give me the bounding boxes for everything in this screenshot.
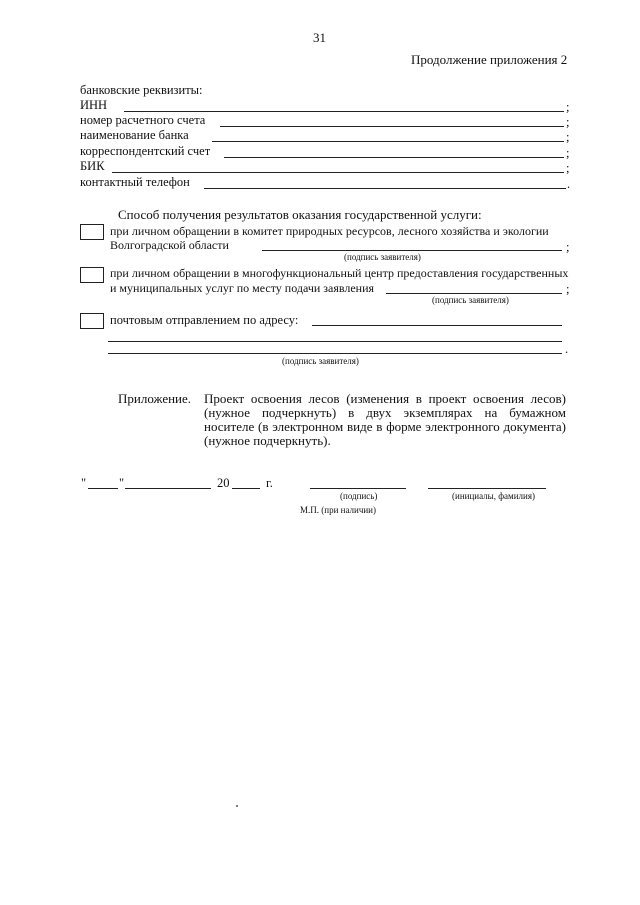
option3-signature-caption: (подпись заявителя)	[282, 356, 359, 366]
option2-semicolon: ;	[566, 282, 570, 296]
option2-signature-field[interactable]	[386, 293, 562, 294]
phone-label: контактный телефон	[80, 175, 190, 189]
date-year-suffix: г.	[266, 476, 273, 490]
method-heading: Способ получения результатов оказания государственной услуги:	[118, 207, 482, 222]
bank-name-semicolon: ;	[566, 130, 570, 144]
option2-line1: при личном обращении в многофункциональный центр предоставления государственных	[110, 266, 569, 280]
address-field-2[interactable]	[108, 341, 562, 342]
account-label: номер расчетного счета	[80, 113, 206, 127]
appendix-label: Приложение.	[118, 391, 192, 406]
option1-line1: при личном обращении в комитет природных ресурсов, лесного хозяйства и экологии	[110, 224, 549, 238]
date-quote-open: "	[81, 476, 87, 490]
option1-line2: Волгоградской области	[110, 238, 229, 252]
date-quote-close: "	[119, 476, 125, 490]
continuation-label: Продолжение приложения 2	[411, 52, 568, 67]
option1-checkbox[interactable]	[80, 224, 104, 240]
option2-signature-caption: (подпись заявителя)	[432, 295, 509, 305]
date-day-field[interactable]	[88, 488, 118, 489]
option1-signature-field[interactable]	[262, 250, 562, 251]
phone-period: .	[567, 177, 571, 191]
appendix-text: Проект освоения лесов (изменения в проект освоения лесов) (нужное подчеркнуть) в двух экземплярах на бумажном носителе (в электронном виде в форме электронного документа) (нужное подчеркнуть).	[204, 391, 566, 448]
phone-field[interactable]	[204, 188, 566, 189]
bank-name-field[interactable]	[212, 141, 564, 142]
footer-name-field[interactable]	[428, 488, 546, 489]
option2-checkbox[interactable]	[80, 267, 104, 283]
bank-name-label: наименование банка	[80, 128, 189, 142]
address-field-1[interactable]	[312, 325, 562, 326]
address-period: .	[565, 342, 569, 356]
page-number: 31	[313, 30, 326, 45]
option1-semicolon: ;	[566, 240, 570, 254]
inn-semicolon: ;	[566, 100, 570, 114]
option3-label: почтовым отправлением по адресу:	[110, 313, 299, 327]
footer-signature-field[interactable]	[310, 488, 406, 489]
option2-line2: и муниципальных услуг по месту подачи заявления	[110, 281, 375, 295]
date-year-field[interactable]	[232, 488, 260, 489]
inn-field[interactable]	[124, 111, 564, 112]
date-month-field[interactable]	[125, 488, 211, 489]
inn-label: ИНН	[80, 98, 108, 112]
scan-speck	[236, 805, 238, 807]
address-field-3[interactable]	[108, 353, 562, 354]
account-semicolon: ;	[566, 115, 570, 129]
date-year-prefix: 20	[217, 476, 230, 490]
footer-signature-caption: (подпись)	[340, 491, 378, 501]
bik-semicolon: ;	[566, 161, 570, 175]
bik-label: БИК	[80, 159, 105, 173]
bank-heading: банковские реквизиты:	[80, 83, 203, 97]
option3-checkbox[interactable]	[80, 313, 104, 329]
option1-signature-caption: (подпись заявителя)	[344, 252, 421, 262]
corr-account-semicolon: ;	[566, 146, 570, 160]
corr-account-label: корреспондентский счет	[80, 144, 211, 158]
account-field[interactable]	[220, 126, 564, 127]
corr-account-field[interactable]	[224, 157, 564, 158]
stamp-label: М.П. (при наличии)	[300, 505, 376, 515]
bik-field[interactable]	[112, 172, 564, 173]
footer-name-caption: (инициалы, фамилия)	[452, 491, 535, 501]
